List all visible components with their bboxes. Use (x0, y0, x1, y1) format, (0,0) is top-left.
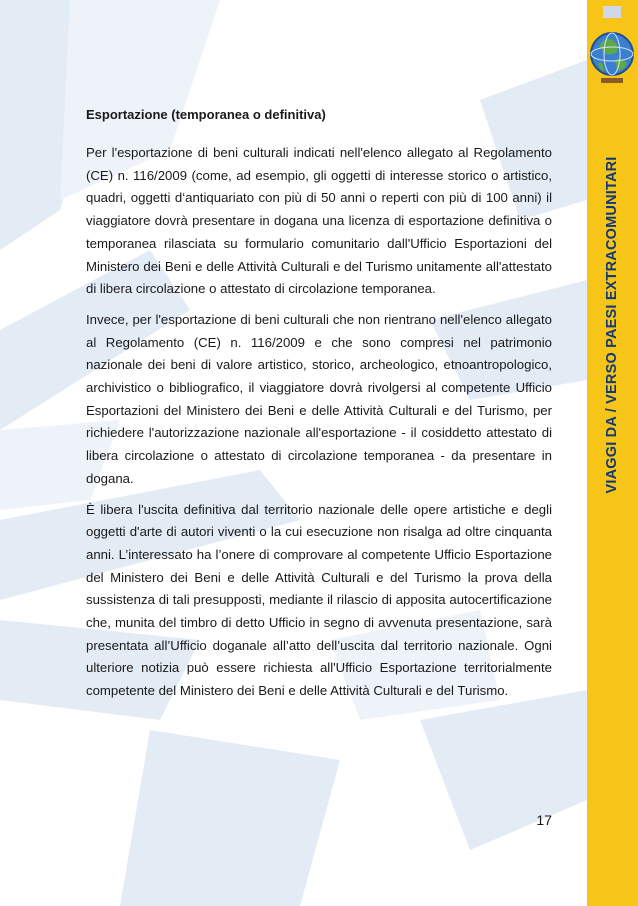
paragraph-3: È libera l'uscita definitiva dal territorio nazionale delle opere artistiche e degli oggetti d'arte di autori viventi o la cui esecuzione non risalga ad oltre cinquanta anni. L’interessato ha l’onere di comprovare al competente Ufficio Esportazione del Ministero dei Beni e delle Attività Culturali e del Turismo la prova della sussistenza di tali presupposti, mediante il rilascio di apposita autocertificazione che, munita del timbro di detto Ufficio in segno di avvenuta presentazione, sarà presentata all’Ufficio doganale all’atto dell’uscita dal territorio nazionale. Ogni ulteriore notizia può essere richiesta all'Ufficio Esportazione territorialmente competente del Ministero dei Beni e delle Attività Culturali e del Turismo. (86, 501, 552, 699)
paragraph-2: Invece, per l'esportazione di beni culturali che non rientrano nell'elenco allegato al Regolamento (CE) n. 116/2009 e che sono compresi nel patrimonio nazionale dei beni di valore artistico, storico, archeologico, etnoantropologico, archivistico o bibliografico, il viaggiatore dovrà rivolgersi al competente Ufficio Esportazioni del Ministero dei Beni e delle Attività Culturali e del Turismo, per richiedere l'autorizzazione nazionale all'esportazione - il cosiddetto attestato di libera circolazione o attestato di circolazione temporanea - da presentare in dogana. (86, 311, 552, 486)
document-body (86, 107, 552, 711)
globe-icon (589, 6, 635, 100)
paragraph-1: Per l'esportazione di beni culturali indicati nell'elenco allegato al Regolamento (CE) n. 116/2009 (come, ad esempio, gli oggetti di interesse storico o artistico, quadri, oggetti d‘antiquariato con più di 50 anni o reperti con più di 100 anni) il viaggiatore dovrà presentare in dogana una licenza di esportazione definitiva o temporanea rilasciata su formulario comunitario dall'Ufficio Esportazioni del Ministero dei Beni e delle Attività Culturali e del Turismo unitamente all'attestato di libera circolazione o attestato di circolazione temporanea. (86, 145, 552, 297)
sidebar-title: VIAGGI DA / VERSO PAESI EXTRACOMUNITARI (604, 156, 620, 494)
page-number: 17 (536, 812, 552, 828)
section-heading: Esportazione (temporanea o definitiva) (86, 107, 326, 122)
